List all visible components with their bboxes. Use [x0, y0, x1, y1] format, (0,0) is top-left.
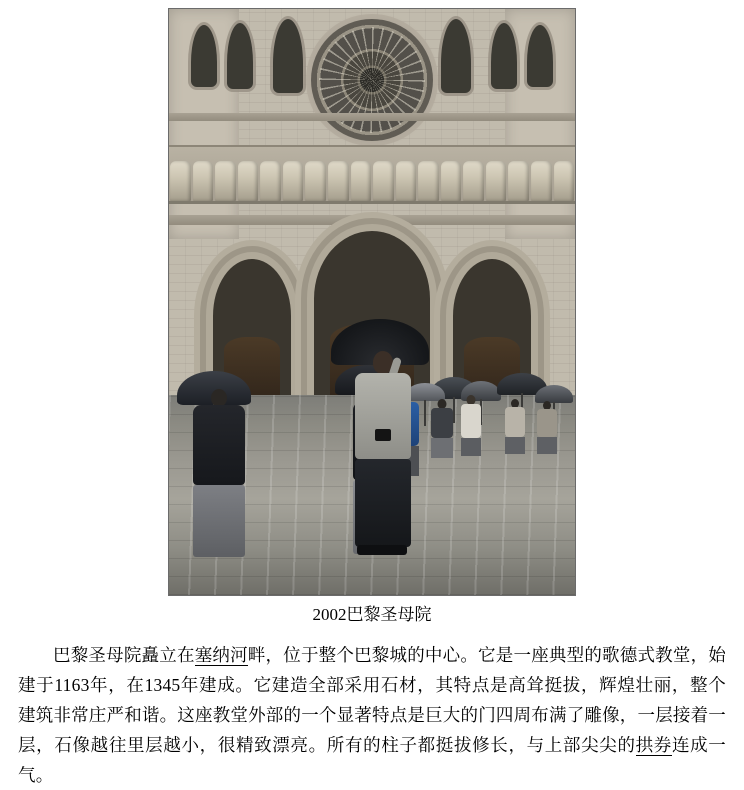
- seg-4: 连成一气。: [18, 735, 726, 785]
- king-statue: [463, 161, 484, 201]
- paragraph-text: [18, 640, 726, 790]
- king-statue: [238, 161, 259, 201]
- notre-dame-photo: [169, 9, 575, 595]
- king-statue: [418, 161, 439, 201]
- person-background: [193, 389, 245, 559]
- king-statue: [396, 161, 417, 201]
- king-statue: [508, 161, 529, 201]
- person-legs: [461, 438, 481, 456]
- king-statue: [328, 161, 349, 201]
- person-background: [431, 399, 453, 459]
- king-statue: [554, 161, 575, 201]
- main-subject-person: [355, 351, 411, 563]
- person-legs: [505, 437, 525, 454]
- person-background: [505, 399, 525, 455]
- rose-window: [311, 19, 433, 141]
- body-paragraph: [18, 640, 726, 790]
- person-body: [193, 405, 245, 485]
- figure-caption: 2002巴黎圣母院: [312, 605, 432, 624]
- person-legs: [193, 485, 245, 557]
- king-statue: [531, 161, 552, 201]
- king-statue: [170, 161, 191, 201]
- king-statue: [215, 161, 236, 201]
- king-statue: [373, 161, 394, 201]
- lower-cornice: [169, 215, 575, 225]
- person-background: [537, 401, 557, 455]
- person-in-white: [461, 395, 481, 457]
- link-seine-river[interactable]: 塞纳河: [194, 645, 248, 665]
- king-statue: [305, 161, 326, 201]
- person-legs: [431, 438, 453, 458]
- king-statue: [260, 161, 281, 201]
- king-statue: [486, 161, 507, 201]
- person-legs: [537, 437, 557, 454]
- king-statue: [193, 161, 214, 201]
- person-jacket: [355, 373, 411, 459]
- person-body: [537, 409, 557, 437]
- person-body: [505, 407, 525, 437]
- king-statue: [441, 161, 462, 201]
- person-body: [461, 404, 481, 438]
- person-trousers: [355, 459, 411, 547]
- gallery-of-kings: [169, 145, 575, 204]
- link-arch-vault[interactable]: 拱券: [635, 735, 672, 755]
- king-statue: [351, 161, 372, 201]
- seg-0: 巴黎圣母院矗立在: [53, 645, 195, 665]
- seg-2: 畔，位于整个巴黎城的中心。它是一座典型的歌德式教堂，始建于1163年，在1345年建成。它建造全部采用石材，其特点是高耸挺拔，辉煌壮丽，整个建筑非常庄严和谐。这座教堂外部的一个显著特点是巨大的门四周布满了雕像，一层接着一层，石像越往里层越小，很精致漂亮。所有的柱子都挺拔修长，与上部尖尖的: [18, 645, 726, 755]
- camera: [375, 429, 391, 441]
- person-body: [431, 408, 453, 438]
- photo-frame: [168, 8, 576, 596]
- king-statue: [283, 161, 304, 201]
- figure-block: [168, 8, 576, 628]
- person-shoes: [357, 545, 407, 555]
- cornice-band: [169, 113, 575, 121]
